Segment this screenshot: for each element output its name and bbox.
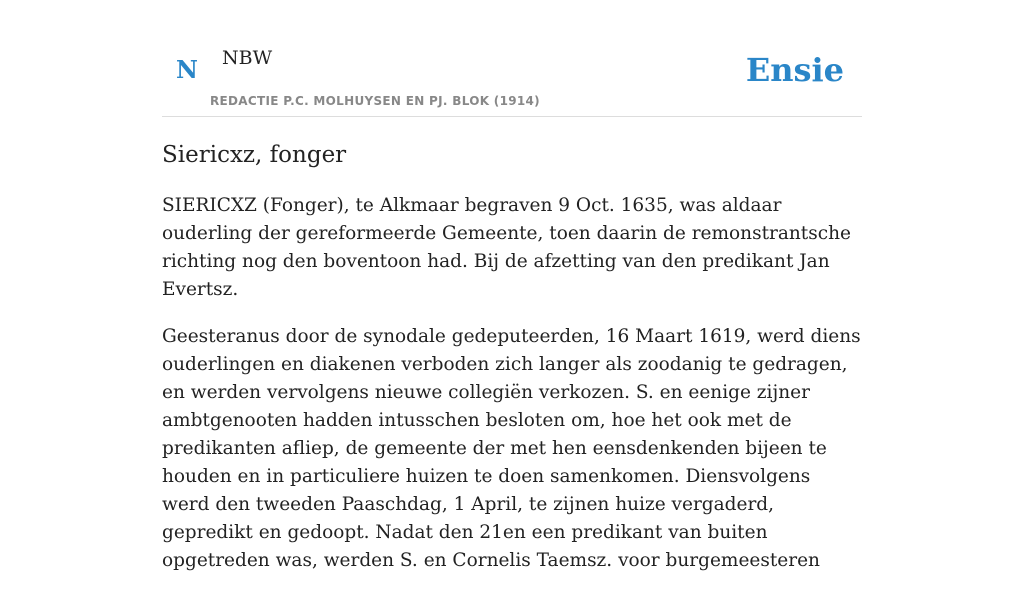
article-paragraph-2: Geesteranus door de synodale gedeputeerden, 16 Maart 1619, werd diens ouderlingen en diakenen verboden zich langer als zoodanig te gedragen, en werden vervolgens nieuwe collegiën verkozen. S. en eenige zijner ambtgenooten hadden intusschen besloten om, hoe het ook met de predikanten afliep, de gemeente der met hen eensdenkenden bijeen te houden en in particuliere huizen te doen samenkomen. Diensvolgens werd den tweeden Paaschdag, 1 April, te zijnen huize vergaderd, gepredikt en gedoopt. Nadat den 21en een predikant van buiten opgetreden was, werden S. en Cornelis Taemsz. voor burgemeesteren [162, 326, 861, 571]
source-editors: REDACTIE P.C. MOLHUYSEN EN PJ. BLOK (1914) [210, 94, 540, 108]
source-name[interactable]: NBW [222, 47, 273, 69]
site-header [162, 0, 862, 117]
source-logo[interactable]: N [176, 55, 198, 84]
brand-logo[interactable]: Ensie [745, 51, 844, 89]
article-paragraph-1: SIERICXZ (Fonger), te Alkmaar begraven 9 Oct. 1635, was aldaar ouderling der gereformeerde Gemeente, toen daarin de remonstrantsche richting nog den boventoon had. Bij de afzetting van den predikant Jan Evertsz. [162, 195, 851, 300]
article-body [162, 192, 862, 594]
page-title: Siericxz, fonger [162, 142, 347, 168]
